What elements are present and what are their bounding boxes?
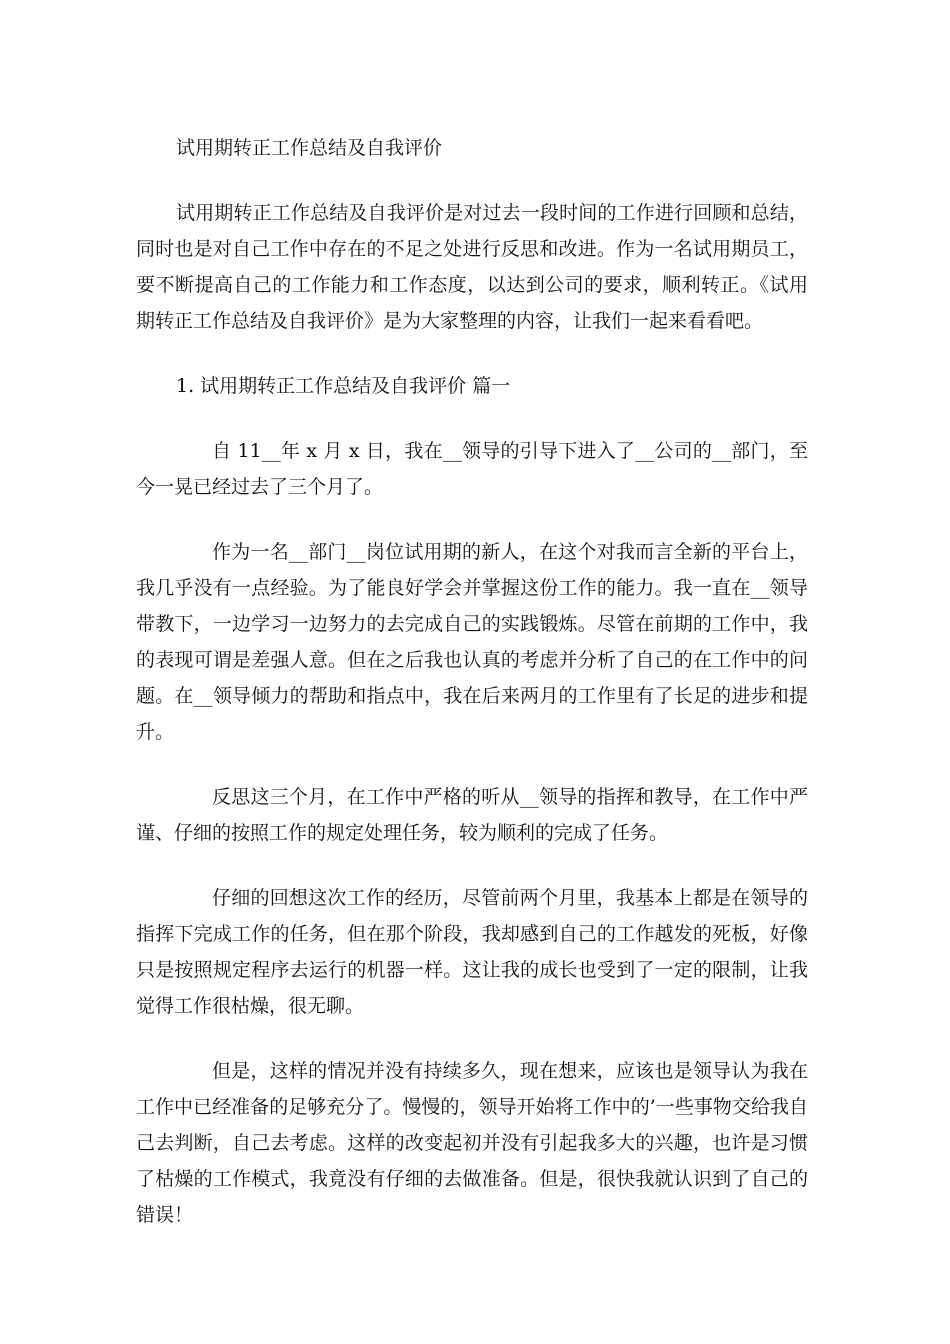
body-paragraph: 但是，这样的情况并没有持续多久，现在想来，应该也是领导认为我在工作中已经准备的足够充分了。慢慢的，领导开始将工作中的’一些事物交给我自己去判断，自己去考虑。这样的改变起初并没有引起我多大的兴趣，也许是习惯了枯燥的工作模式，我竟没有仔细的去做准备。但是，很快我就认识到了自己的错误！ xyxy=(136,1060,808,1226)
section-heading: 1. 试用期转正工作总结及自我评价 篇一 xyxy=(176,375,511,397)
body-paragraph: 反思这三个月，在工作中严格的听从__领导的指挥和教导，在工作中严谨、仔细的按照工作的规定处理任务，较为顺利的完成了任务。 xyxy=(136,786,808,844)
document-body xyxy=(136,130,808,1262)
body-paragraph: 自 11__年 x 月 x 日，我在__领导的引导下进入了__公司的__部门，至今一晃已经过去了三个月了。 xyxy=(136,440,808,498)
intro-paragraph: 试用期转正工作总结及自我评价是对过去一段时间的工作进行回顾和总结，同时也是对自己工作中存在的不足之处进行反思和改进。作为一名试用期员工，要不断提高自己的工作能力和工作态度，以达到公司的要求，顺利转正。《试用期转正工作总结及自我评价》是为大家整理的内容，让我们一起来看看吧。 xyxy=(136,202,808,332)
body-paragraph: 仔细的回想这次工作的经历，尽管前两个月里，我基本上都是在领导的指挥下完成工作的任务，但在那个阶段，我却感到自己的工作越发的死板，好像只是按照规定程序去运行的机器一样。这让我的成长也受到了一定的限制，让我觉得工作很枯燥，很无聊。 xyxy=(136,887,808,1017)
document-title: 试用期转正工作总结及自我评价 xyxy=(176,137,443,159)
body-paragraph: 作为一名__部门__岗位试用期的新人，在这个对我而言全新的平台上，我几乎没有一点经验。为了能良好学会并掌握这份工作的能力。我一直在__领导带教下，一边学习一边努力的去完成自己的实践锻炼。尽管在前期的工作中，我的表现可谓是差强人意。但在之后我也认真的考虑并分析了自己的在工作中的问题。在__领导倾力的帮助和指点中，我在后来两月的工作里有了长足的进步和提升。 xyxy=(136,541,808,743)
